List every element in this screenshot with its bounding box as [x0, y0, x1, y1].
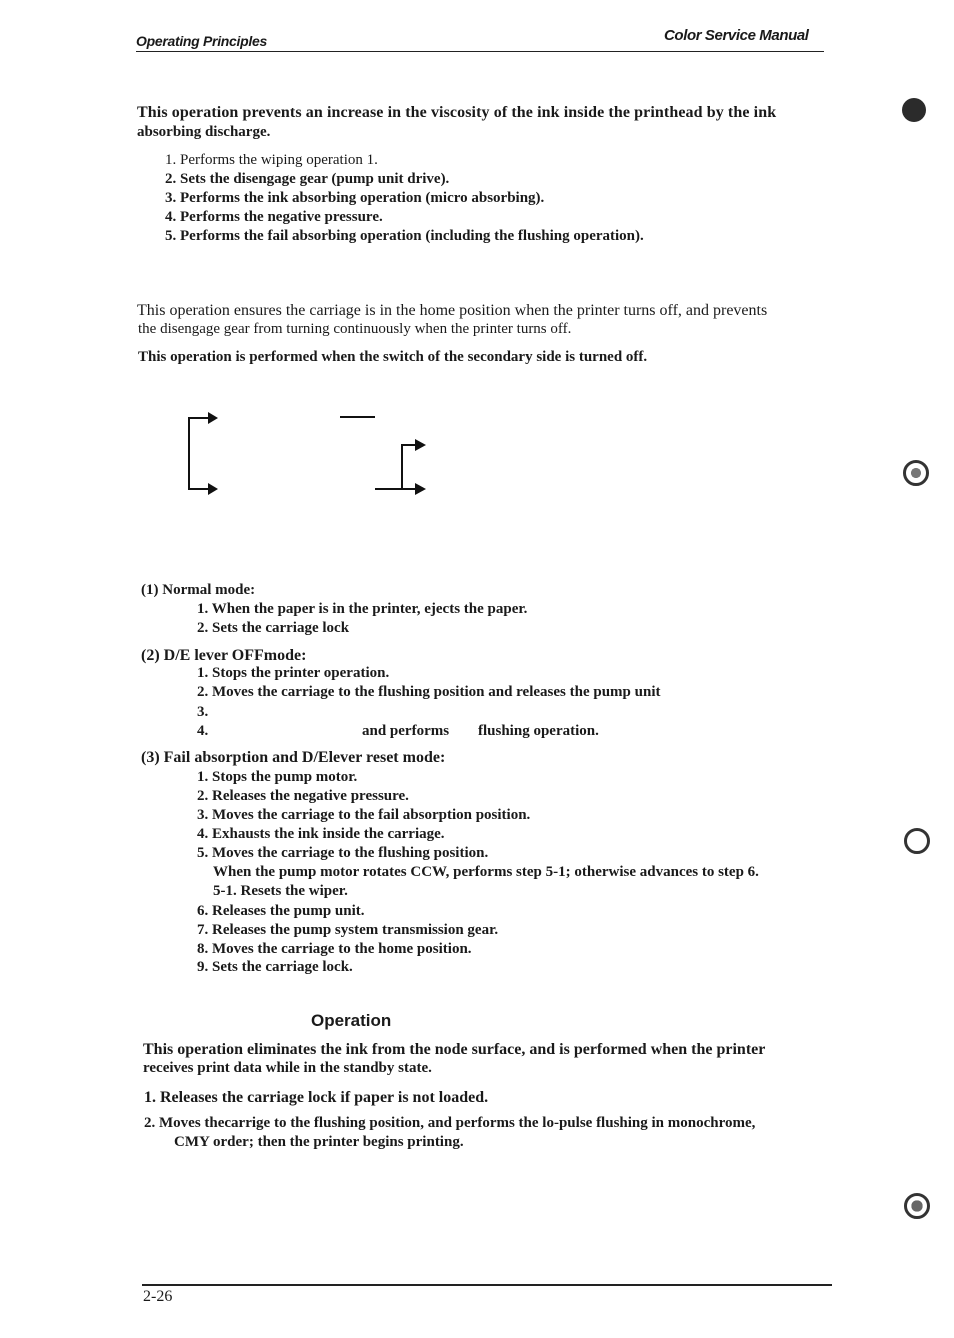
- flushing-heading: Operation: [311, 1011, 392, 1030]
- page-number: 2-26: [143, 1288, 173, 1305]
- normal-mode-item: 2. Sets the carriage lock: [197, 620, 350, 636]
- de-off-item: 3.: [197, 704, 209, 720]
- fail-mode-title: (3) Fail absorption and D/Elever reset mode:: [141, 749, 446, 766]
- fail-mode-subitem: 5-1. Resets the wiper.: [213, 883, 348, 899]
- de-off-title: (2) D/E lever OFFmode:: [141, 647, 307, 664]
- fail-mode-item: 8. Moves the carriage to the home position.: [197, 941, 472, 957]
- header-manual-title: Color Service Manual: [664, 27, 809, 44]
- step-list-item: 3. Performs the ink absorbing operation (micro absorbing).: [165, 190, 545, 206]
- de-off-item: 2. Moves the carriage to the flushing position and releases the pump unit: [197, 684, 661, 700]
- header-section-title: Operating Principles: [136, 33, 267, 49]
- de-off-item-4-number: 4.: [197, 723, 209, 739]
- fail-mode-item: 3. Moves the carriage to the fail absorption position.: [197, 807, 531, 823]
- de-off-item-4-text: and performs: [362, 723, 450, 739]
- fail-mode-item: 9. Sets the carriage lock.: [197, 959, 353, 975]
- arrow-head: [415, 439, 426, 451]
- poweroff-line-2: the disengage gear from turning continuously when the printer turns off.: [138, 321, 572, 337]
- binder-hole-mark: [903, 460, 929, 486]
- header-rule: [136, 51, 824, 52]
- flushing-line-2: receives print data while in the standby state.: [143, 1060, 432, 1076]
- binder-hole-mark: [904, 1193, 930, 1219]
- normal-mode-title: (1) Normal mode:: [141, 582, 256, 598]
- arrow-head: [208, 483, 218, 495]
- de-off-item: 1. Stops the printer operation.: [197, 665, 390, 681]
- fail-mode-item: 2. Releases the negative pressure.: [197, 788, 409, 804]
- flushing-step-1: 1. Releases the carriage lock if paper is not loaded.: [144, 1089, 489, 1106]
- binder-hole-mark: [904, 828, 930, 854]
- poweroff-line-3: This operation is performed when the switch of the secondary side is turned off.: [138, 349, 648, 365]
- intro-line-2: absorbing discharge.: [137, 124, 271, 140]
- flow-diagram: [180, 404, 440, 504]
- fail-mode-item: 4. Exhausts the ink inside the carriage.: [197, 826, 445, 842]
- flushing-step-2-cont: CMY order; then the printer begins printing.: [174, 1134, 464, 1150]
- fail-mode-item: 6. Releases the pump unit.: [197, 903, 365, 919]
- arrow-head: [208, 412, 218, 424]
- normal-mode-item: 1. When the paper is in the printer, ejects the paper.: [197, 601, 528, 617]
- fail-mode-item: 1. Stops the pump motor.: [197, 769, 358, 785]
- fail-mode-note: When the pump motor rotates CCW, performs step 5-1; otherwise advances to step 6.: [213, 864, 759, 880]
- flushing-line-1: This operation eliminates the ink from the node surface, and is performed when the printer: [143, 1041, 766, 1058]
- bracket-line: [189, 418, 208, 489]
- step-list-item: 4. Performs the negative pressure.: [165, 209, 383, 225]
- flushing-step-2: 2. Moves thecarrige to the flushing position, and performs the lo-pulse flushing in monochrome,: [144, 1115, 756, 1131]
- intro-line-1: This operation prevents an increase in the viscosity of the ink inside the printhead by the ink: [137, 104, 777, 121]
- step-list-item: 5. Performs the fail absorbing operation (including the flushing operation).: [165, 228, 644, 244]
- branch-line: [402, 445, 415, 489]
- fail-mode-item: 7. Releases the pump system transmission gear.: [197, 922, 499, 938]
- footer-rule: [142, 1284, 832, 1286]
- step-list-item: 1. Performs the wiping operation 1.: [165, 152, 378, 168]
- binder-hole-mark: [902, 98, 926, 122]
- step-list-item: 2. Sets the disengage gear (pump unit drive).: [165, 171, 450, 187]
- arrow-head: [415, 483, 426, 495]
- poweroff-line-1: This operation ensures the carriage is in the home position when the printer turns off, and prevents: [137, 302, 768, 319]
- de-off-item-4-text: flushing operation.: [478, 723, 599, 739]
- fail-mode-item: 5. Moves the carriage to the flushing position.: [197, 845, 489, 861]
